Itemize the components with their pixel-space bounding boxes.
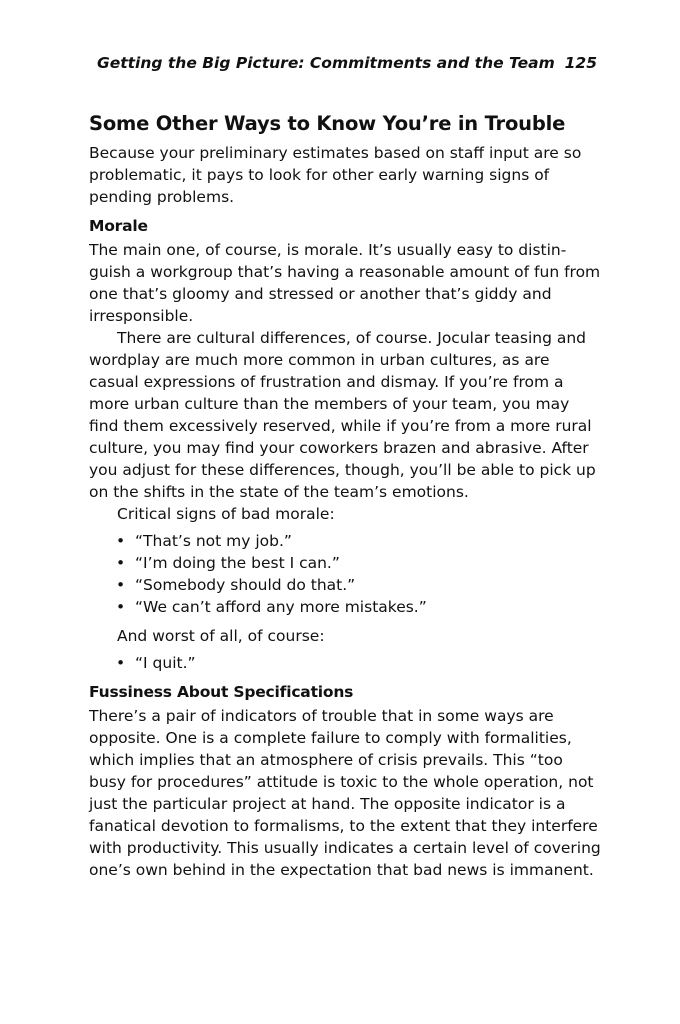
fussiness-heading: Fussiness About Specifications [89,683,354,701]
morale-paragraph-2: There are cultural differences, of course. Jocular teasing and wordplay are much more common in urban cultures, as are casual expressions of frustration and dismay. If you’re from a more urban culture than the members of your team, you may find them excessively reserved, while if you’re from a more rural culture, you may find your coworkers brazen and abrasive. After you adjust for these differences, though, you’ll be able to pick up on the shifts in the state of the team’s emotions. [89,329,596,501]
bullet: • [116,576,126,594]
running-head [97,54,597,72]
list-item [116,552,601,574]
list-item [116,596,601,618]
list-item-text: “I’m doing the best I can.” [135,554,340,572]
bullet: • [116,554,126,572]
list-item-text: “That’s not my job.” [135,532,292,550]
morale-paragraph-4: And worst of all, of course: [117,627,325,645]
chapter-title: Getting the Big Picture: Commitments and the Team [97,54,555,72]
worst-sign-list [89,652,601,674]
morale-paragraph-3: Critical signs of bad morale: [117,505,335,523]
list-item-text: “I quit.” [135,654,196,672]
intro-paragraph: Because your preliminary estimates based on staff input are so problematic, it pays to look for other early warning signs of pending problems. [89,144,582,206]
bullet: • [116,598,126,616]
page-body [89,111,601,881]
list-item-text: “Somebody should do that.” [135,576,356,594]
bad-morale-signs-list [89,530,601,618]
fussiness-paragraph-1: There’s a pair of indicators of trouble that in some ways are opposite. One is a complete failure to comply with formalities, which implies that an atmosphere of crisis prevails. This “too busy for procedures” attitude is toxic to the whole operation, not just the particular project at hand. The opposite indicator is a fanatical devotion to formalisms, to the extent that they interfere with productivity. This usually indicates a certain level of covering one’s own behind in the expectation that bad news is immanent. [89,707,601,879]
list-item-text: “We can’t afford any more mistakes.” [135,598,427,616]
list-item [116,574,601,596]
bullet: • [116,532,126,550]
morale-paragraph-1: The main one, of course, is morale. It’s usually easy to distin-guish a workgroup that’s having a reasonable amount of fun from one that’s gloomy and stressed or another that’s giddy and irresponsible. [89,241,601,325]
section-heading: Some Other Ways to Know You’re in Trouble [89,112,566,135]
morale-heading: Morale [89,217,148,235]
bullet: • [116,654,126,672]
list-item [116,530,601,552]
page-number: 125 [564,54,597,72]
list-item [116,652,601,674]
